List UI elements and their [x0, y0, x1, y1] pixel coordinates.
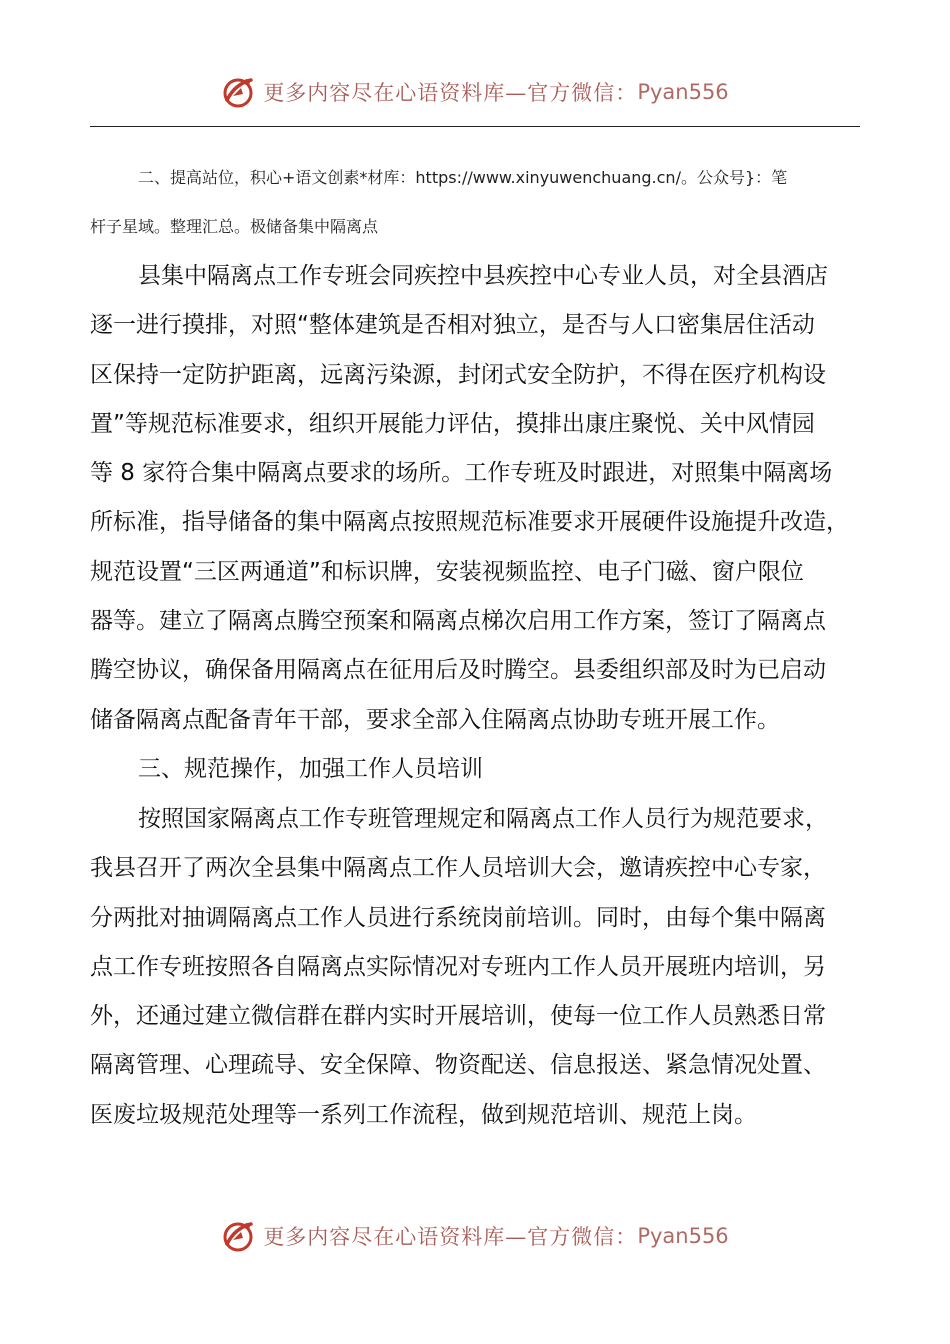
- paragraph-line: 储备隔离点配备青年干部，要求全部入住隔离点协助专班开展工作。: [90, 706, 780, 733]
- section2-heading-line2: 杆子星域。整理汇总。极储备集中隔离点: [90, 217, 379, 236]
- banner-text: 更多内容尽在心语资料库—官方微信：: [263, 81, 638, 105]
- logo-icon: [221, 74, 257, 110]
- footer-banner: [0, 1214, 950, 1258]
- paragraph-line: 器等。建立了隔离点腾空预案和隔离点梯次启用工作方案，签订了隔离点: [90, 608, 826, 635]
- paragraph-line: 外，还通过建立微信群在群内实时开展培训，使每一位工作人员熟悉日常: [90, 1003, 826, 1030]
- header-banner: [0, 70, 950, 114]
- section3-paragraph: [90, 795, 870, 1140]
- paragraph-line: 隔离管理、心理疏导、安全保障、物资配送、信息报送、紧急情况处置、: [90, 1052, 826, 1079]
- paragraph-line: 我县召开了两次全县集中隔离点工作人员培训大会，邀请疾控中心专家，: [90, 855, 826, 882]
- paragraph-line: 分两批对抽调隔离点工作人员进行系统岗前培训。同时，由每个集中隔离: [90, 904, 826, 931]
- paragraph-line: 规范设置“三区两通道”和标识牌，安装视频监控、电子门磁、窗户限位: [90, 558, 804, 585]
- section2-heading-line1: 二、提高站位，积心+语文创素*材库：https://www.xinyuwenchuang.cn/。公众号}：笔: [138, 168, 788, 187]
- paragraph-line: 腾空协议，确保备用隔离点在征用后及时腾空。县委组织部及时为已启动: [90, 657, 826, 684]
- paragraph-line: 点工作专班按照各自隔离点实际情况对专班内工作人员开展班内培训，另: [90, 953, 826, 980]
- paragraph-line: 置”等规范标准要求，组织开展能力评估，摸排出康庄聚悦、关中风情园: [90, 410, 815, 437]
- section3-heading-block: [90, 745, 870, 794]
- header-divider: [90, 126, 860, 127]
- paragraph-line: 按照国家隔离点工作专班管理规定和隔离点工作人员行为规范要求，: [138, 806, 828, 832]
- paragraph-line: 县集中隔离点工作专班会同疾控中县疾控中心专业人员，对全县酒店: [138, 263, 828, 289]
- wechat-id: Pyan556: [637, 1224, 729, 1248]
- logo-icon: [221, 1218, 257, 1254]
- section3-heading: 三、规范操作，加强工作人员培训: [138, 756, 483, 782]
- paragraph-line: 等 8 家符合集中隔离点要求的场所。工作专班及时跟进，对照集中隔离场: [90, 460, 833, 487]
- paragraph-line: 医废垃圾规范处理等一系列工作流程，做到规范培训、规范上岗。: [90, 1101, 757, 1128]
- paragraph-line: 逐一进行摸排，对照“整体建筑是否相对独立，是否与人口密集居住活动: [90, 312, 815, 339]
- banner-text: 更多内容尽在心语资料库—官方微信：: [263, 1225, 638, 1249]
- paragraph-line: 所标准，指导储备的集中隔离点按照规范标准要求开展硬件设施提升改造，: [90, 509, 849, 536]
- paragraph-line: 区保持一定防护距离，远离污染源，封闭式安全防护，不得在医疗机构设: [90, 361, 826, 388]
- wechat-id: Pyan556: [637, 80, 729, 104]
- section2-paragraph: [90, 252, 870, 745]
